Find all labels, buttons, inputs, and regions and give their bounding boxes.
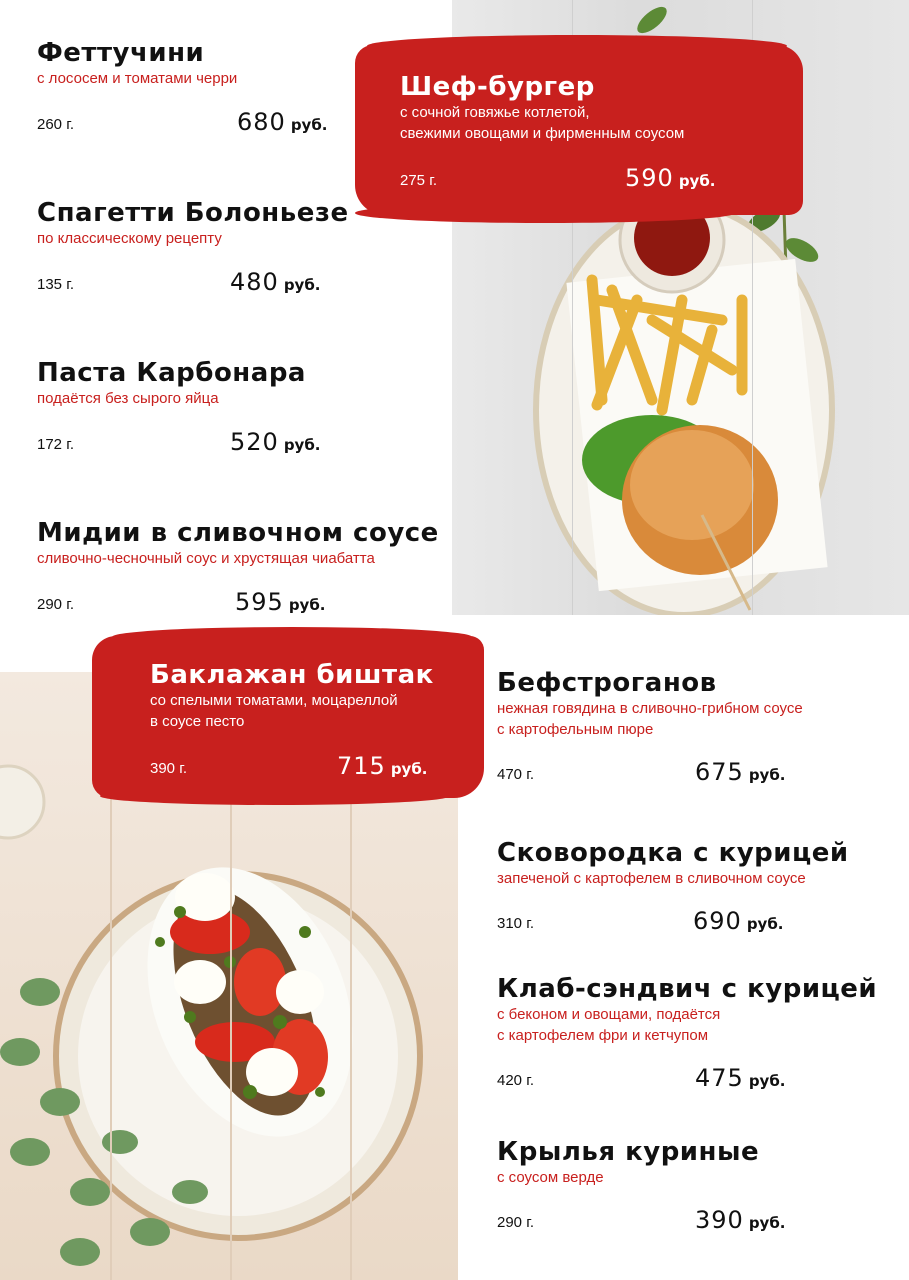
item-price — [235, 588, 326, 616]
item-description: запеченой с картофелем в сливочном соусе — [497, 870, 806, 887]
item-price — [695, 758, 786, 786]
price-value: 475 — [695, 1064, 744, 1092]
item-weight: 390 г. — [150, 760, 188, 777]
currency-label: руб. — [678, 172, 716, 190]
item-weight: 310 г. — [497, 915, 535, 932]
item-weight: 172 г. — [37, 436, 75, 453]
currency-label: руб. — [288, 596, 326, 614]
menu-item-carbonara — [37, 358, 337, 468]
currency-label: руб. — [748, 1214, 786, 1232]
item-name: Паста Карбонара — [37, 358, 306, 388]
item-description-line-1: с беконом и овощами, подаётся — [497, 1006, 721, 1023]
item-price — [230, 428, 321, 456]
price-value: 680 — [237, 108, 286, 136]
currency-label: руб. — [290, 116, 328, 134]
price-value: 595 — [235, 588, 284, 616]
item-description: с соусом верде — [497, 1169, 604, 1186]
item-description-line-1: со спелыми томатами, моцареллой — [150, 692, 398, 709]
item-description-line-2: с картофельным пюре — [497, 721, 654, 738]
menu-item-fettuccine — [37, 38, 337, 148]
item-description: с лососем и томатами черри — [37, 70, 238, 87]
item-price — [693, 907, 784, 935]
price-value: 590 — [625, 164, 674, 192]
item-name: Баклажан биштак — [150, 660, 434, 690]
item-weight: 290 г. — [37, 596, 75, 613]
menu-item-bolognese — [37, 198, 349, 308]
item-name: Сковородка с курицей — [497, 838, 849, 868]
currency-label: руб. — [748, 1072, 786, 1090]
currency-label: руб. — [390, 760, 428, 778]
item-name: Мидии в сливочном соусе — [37, 518, 439, 548]
item-price — [337, 752, 428, 780]
price-value: 675 — [695, 758, 744, 786]
currency-label: руб. — [746, 915, 784, 933]
menu-item-chicken-skillet — [497, 838, 897, 938]
item-price — [625, 164, 716, 192]
menu-item-eggplant — [150, 660, 460, 790]
item-weight: 290 г. — [497, 1214, 535, 1231]
item-description-line-1: с сочной говяжье котлетой, — [400, 104, 590, 121]
menu-item-club-sandwich — [497, 974, 897, 1094]
menu-item-mussels — [37, 518, 437, 628]
item-price — [237, 108, 328, 136]
item-price — [695, 1064, 786, 1092]
menu-item-chef-burger — [400, 72, 780, 202]
item-weight: 135 г. — [37, 276, 75, 293]
price-value: 390 — [695, 1206, 744, 1234]
item-price — [695, 1206, 786, 1234]
currency-label: руб. — [283, 436, 321, 454]
item-weight: 420 г. — [497, 1072, 535, 1089]
item-name: Бефстроганов — [497, 668, 717, 698]
item-description-line-1: нежная говядина в сливочно-грибном соусе — [497, 700, 803, 717]
menu-item-beef-stroganoff — [497, 668, 897, 788]
menu-item-chicken-wings — [497, 1137, 897, 1237]
item-description-line-2: свежими овощами и фирменным соусом — [400, 125, 685, 142]
item-price — [230, 268, 321, 296]
price-value: 480 — [230, 268, 279, 296]
item-name: Феттучини — [37, 38, 205, 68]
price-value: 715 — [337, 752, 386, 780]
item-description-line-2: в соусе песто — [150, 713, 245, 730]
item-description: по классическому рецепту — [37, 230, 222, 247]
item-name: Крылья куриные — [497, 1137, 760, 1167]
item-name: Клаб-сэндвич с курицей — [497, 974, 878, 1004]
item-name: Шеф-бургер — [400, 72, 595, 102]
item-weight: 470 г. — [497, 766, 535, 783]
currency-label: руб. — [283, 276, 321, 294]
currency-label: руб. — [748, 766, 786, 784]
price-value: 690 — [693, 907, 742, 935]
item-description: сливочно-чесночный соус и хрустящая чиабатта — [37, 550, 375, 567]
item-description: подаётся без сырого яйца — [37, 390, 219, 407]
item-name: Спагетти Болоньезе — [37, 198, 349, 228]
item-description-line-2: с картофелем фри и кетчупом — [497, 1027, 709, 1044]
item-weight: 260 г. — [37, 116, 75, 133]
price-value: 520 — [230, 428, 279, 456]
item-weight: 275 г. — [400, 172, 438, 189]
